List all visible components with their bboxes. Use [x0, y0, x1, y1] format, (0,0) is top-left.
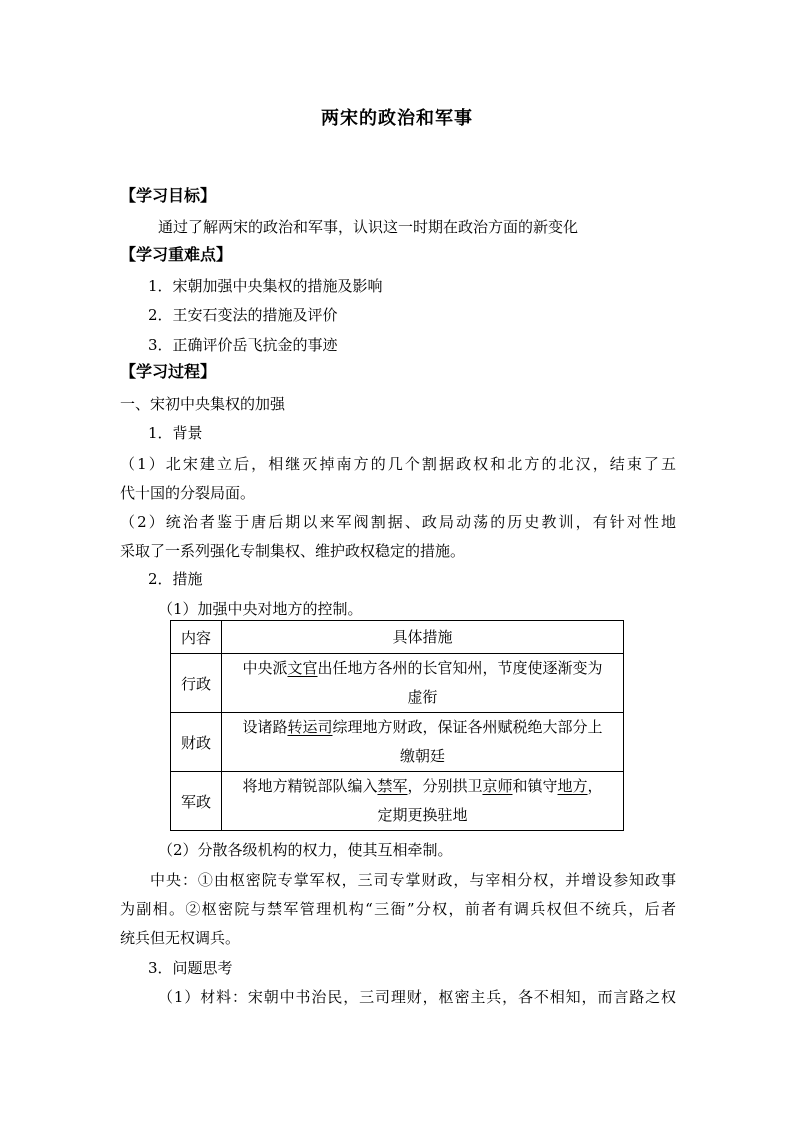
questions-label: 3．问题思考 — [148, 959, 233, 977]
text-span: 中央派 — [242, 659, 288, 677]
underlined-term: 转运司 — [287, 718, 333, 736]
row-content — [222, 654, 624, 713]
text-span: 虚衔 — [407, 688, 438, 706]
measure-1: （1）加强中央对地方的控制。 — [158, 600, 363, 618]
key-point-2: 2．王安石变法的措施及评价 — [148, 306, 338, 324]
text-span: 和镇守 — [512, 777, 558, 795]
text-span: ，分别拱卫 — [407, 777, 483, 795]
underlined-term: 京师 — [482, 777, 513, 795]
process-heading: 【学习过程】 — [120, 362, 217, 381]
central-text: ：①由枢密院专掌军权，三司专掌财政，与宰相分权，并增设参知政事 — [181, 871, 676, 889]
underlined-term: 文官 — [287, 659, 318, 677]
question-1: （1）材料：宋朝中书治民，三司理财，枢密主兵，各不相知，而言路之权 — [158, 988, 676, 1006]
page-title: 两宋的政治和军事 — [321, 108, 473, 129]
central-line-1 — [120, 870, 676, 890]
central-line-3: 统兵但无权调兵。 — [120, 929, 241, 947]
row-content — [222, 772, 624, 831]
row-label: 财政 — [171, 713, 222, 772]
key-point-1: 1．宋朝加强中央集权的措施及影响 — [148, 277, 383, 295]
text-span: 设诸路 — [242, 718, 288, 736]
text-span: 综理地方财政，保证各州赋税绝大部分上 — [332, 718, 603, 736]
goals-text: 通过了解两宋的政治和军事，认识这一时期在政治方面的新变化 — [158, 218, 579, 236]
background-label: 1．背景 — [148, 424, 203, 442]
text-span: 将地方精锐部队编入 — [242, 777, 378, 795]
background-para-1-line-1: （1）北宋建立后，相继灭掉南方的几个割据政权和北方的北汉，结束了五 — [120, 455, 676, 473]
measure-2: （2）分散各级机构的权力，使其互相牵制。 — [158, 841, 453, 859]
background-para-2-line-1: （2）统治者鉴于唐后期以来军阀割据、政局动荡的历史教训，有针对性地 — [120, 513, 676, 531]
underlined-term: 地方 — [557, 777, 588, 795]
text-span: ， — [587, 777, 603, 795]
background-para-2-line-2: 采取了一系列强化专制集权、维护政权稳定的措施。 — [120, 542, 466, 560]
central-line-2: 为副相。②枢密院与禁军管理机构“三衙”分权，前者有调兵权但不统兵，后者 — [120, 900, 676, 918]
central-label: 中央 — [150, 871, 182, 889]
row-label: 军政 — [171, 772, 222, 831]
keys-heading: 【学习重难点】 — [120, 245, 233, 264]
background-para-1-line-2: 代十国的分裂局面。 — [120, 484, 256, 502]
row-label: 行政 — [171, 654, 222, 713]
key-point-3: 3．正确评价岳飞抗金的事迹 — [148, 336, 338, 354]
measures-label: 2．措施 — [148, 570, 203, 588]
table-row — [171, 713, 624, 772]
table-header-row — [171, 621, 624, 654]
table-row — [171, 654, 624, 713]
part1-heading: 一、宋初中央集权的加强 — [120, 395, 286, 413]
goals-heading: 【学习目标】 — [120, 186, 217, 205]
measures-table — [170, 620, 624, 831]
row-content — [222, 713, 624, 772]
text-span: 出任地方各州的长官知州，节度使逐渐变为 — [317, 659, 603, 677]
underlined-term: 禁军 — [377, 777, 408, 795]
text-span: 缴朝廷 — [399, 747, 445, 765]
table-header-cell: 具体措施 — [222, 621, 624, 654]
table-row — [171, 772, 624, 831]
table-header-cell: 内容 — [171, 621, 222, 654]
text-span: 定期更换驻地 — [377, 806, 468, 824]
